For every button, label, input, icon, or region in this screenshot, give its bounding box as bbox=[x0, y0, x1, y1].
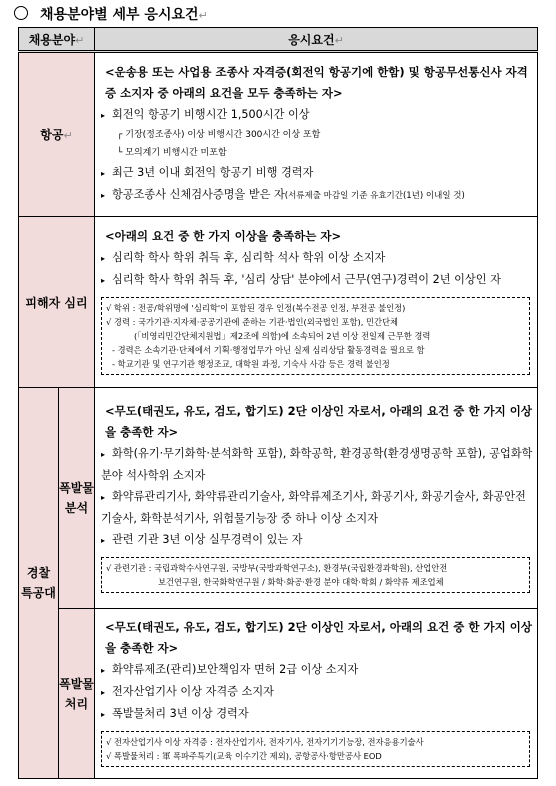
note-line: 보건연구원, 한국화학연구원 / 화학·화공·환경 분야 대학·학회 / 화약류 제조업체 bbox=[158, 576, 444, 587]
requirement-item: ▸ 화약류관리기사, 화약류관리기술사, 화약류제조기사, 화공기사, 화공기술사, 화공안전기술사, 화학분석기사, 위험물기능장 중 하나 이상 소지자 bbox=[101, 489, 526, 525]
requirement-item: ▸ 회전익 항공기 비행시간 1,500시간 이상 bbox=[101, 107, 310, 121]
note-line: √ 관련기관 : 국립과학수사연구원, 국방부(국방과학연구소), 환경부(국립환경과학원), 산업안전 bbox=[106, 562, 448, 573]
header-field: 채용분야↵ bbox=[19, 28, 95, 52]
subcategory-explosive-analysis: 폭발물 분석 bbox=[59, 388, 95, 609]
category-aviation: 항공↵ bbox=[19, 52, 95, 217]
header-requirements: 응시요건↵ bbox=[95, 28, 538, 52]
note-line: √ 전자산업기사 이상 자격증 : 전자산업기사, 전자기사, 전자기기기능장, 전자응용기술사 bbox=[106, 737, 424, 747]
category-police-special-unit: 경찰 특공대 bbox=[19, 388, 59, 779]
aviation-requirements bbox=[95, 52, 538, 217]
table-row bbox=[19, 609, 538, 779]
requirement-item: ▸ 화약류제조(관리)보안책임자 면허 2급 이상 소지자 bbox=[101, 663, 359, 676]
requirement-subitem: ┌ 기장(정조종사) 이상 비행시간 300시간 이상 포함 bbox=[117, 129, 321, 140]
note-line: - 경력은 소속기관·단체에서 기획·행정업무가 아닌 실제 심리상담 활동경력을 필요로 함 bbox=[112, 345, 425, 355]
victim-heading: <아래의 요건 중 한 가지 이상을 충족하는 자> bbox=[105, 229, 342, 243]
note-line: √ 경력 : 국가기관·지자체·공공기관에 준하는 기관·법인(외국법인 포함), 민간단체 bbox=[106, 317, 399, 327]
requirements-table bbox=[18, 27, 538, 779]
explosive-disposal-note-box bbox=[101, 731, 530, 767]
table-row bbox=[19, 217, 538, 388]
section-title bbox=[10, 4, 208, 24]
requirement-item: ▸ 최근 3년 이내 회전익 항공기 비행 경력자 bbox=[101, 165, 314, 179]
requirement-subitem: └ 모의계기 비행시간 미포함 bbox=[117, 147, 227, 158]
category-victim-psychology: 피해자 심리 bbox=[19, 217, 95, 388]
note-line: (「비영리민간단체지원법」제2조에 의함)에 소속되어 2년 이상 전일제 근무한 경력 bbox=[134, 331, 431, 341]
victim-requirements bbox=[95, 217, 538, 388]
requirement-item: ▸ 관련 기관 3년 이상 실무경력이 있는 자 bbox=[101, 532, 303, 546]
table-row bbox=[19, 388, 538, 609]
note-line: √ 학위 : 전공/학위명에 '심리학'이 포함된 경우 인정(복수전공 인정, 부전공 불인정) bbox=[106, 303, 406, 313]
explosive-analysis-note-box bbox=[101, 557, 530, 593]
explosive-disposal-requirements bbox=[95, 609, 538, 779]
section-title-text: 채용분야별 세부 응시요건 bbox=[40, 7, 199, 23]
table-header-row bbox=[19, 28, 538, 52]
requirement-item: ▸ 폭발물처리 3년 이상 경력자 bbox=[101, 707, 249, 720]
explosive-analysis-requirements bbox=[95, 388, 538, 609]
subcategory-explosive-disposal: 폭발물 처리 bbox=[59, 609, 95, 779]
requirement-item: ▸ 화학(유기·무기화학·분석화학 포함), 화학공학, 환경공학(환경생명공학 포함), 공업화학 분야 석사학위 소지자 bbox=[101, 446, 533, 482]
explosive-analysis-heading: <무도(태권도, 유도, 검도, 합기도) 2단 이상인 자로서, 아래의 요건 중 한 가지 이상을 충족한 자> bbox=[105, 403, 532, 439]
requirement-item: ▸ 심리학 학사 학위 취득 후, '심리 상담' 분야에서 근무(연구)경력이 2년 이상인 자 bbox=[101, 273, 501, 286]
aviation-heading: <운송용 또는 사업용 조종사 자격증(회전익 항공기에 한함) 및 항공무선통신사 자격증 소지자 중 아래의 요건을 모두 충족하는 자> bbox=[105, 64, 528, 100]
table-row bbox=[19, 52, 538, 217]
note-line: √ 폭발물처리 : 軍 폭파주특기(교육 이수기간 제외), 공항공사·항만공사 EOD bbox=[106, 751, 382, 761]
paragraph-mark-icon: ↵ bbox=[198, 9, 208, 22]
victim-note-box bbox=[101, 297, 530, 375]
circle-bullet-icon bbox=[14, 6, 28, 20]
requirement-item: ▸ 항공조종사 신체검사증명을 받은 자(서류제출 마감일 기준 유효기간(1년) 이내일 것) bbox=[101, 187, 465, 201]
requirement-item: ▸ 심리학 학사 학위 취득 후, 심리학 석사 학위 이상 소지자 bbox=[101, 251, 386, 264]
explosive-disposal-heading: <무도(태권도, 유도, 검도, 합기도) 2단 이상인 자로서, 아래의 요건 중 한 가지 이상을 충족한 자> bbox=[105, 620, 532, 655]
note-line: - 학교기관 및 연구기관 행정조교, 대학원 과정, 기숙사 사감 등은 경력 불인정 bbox=[112, 359, 390, 369]
requirement-item: ▸ 전자산업기사 이상 자격증 소지자 bbox=[101, 685, 274, 698]
